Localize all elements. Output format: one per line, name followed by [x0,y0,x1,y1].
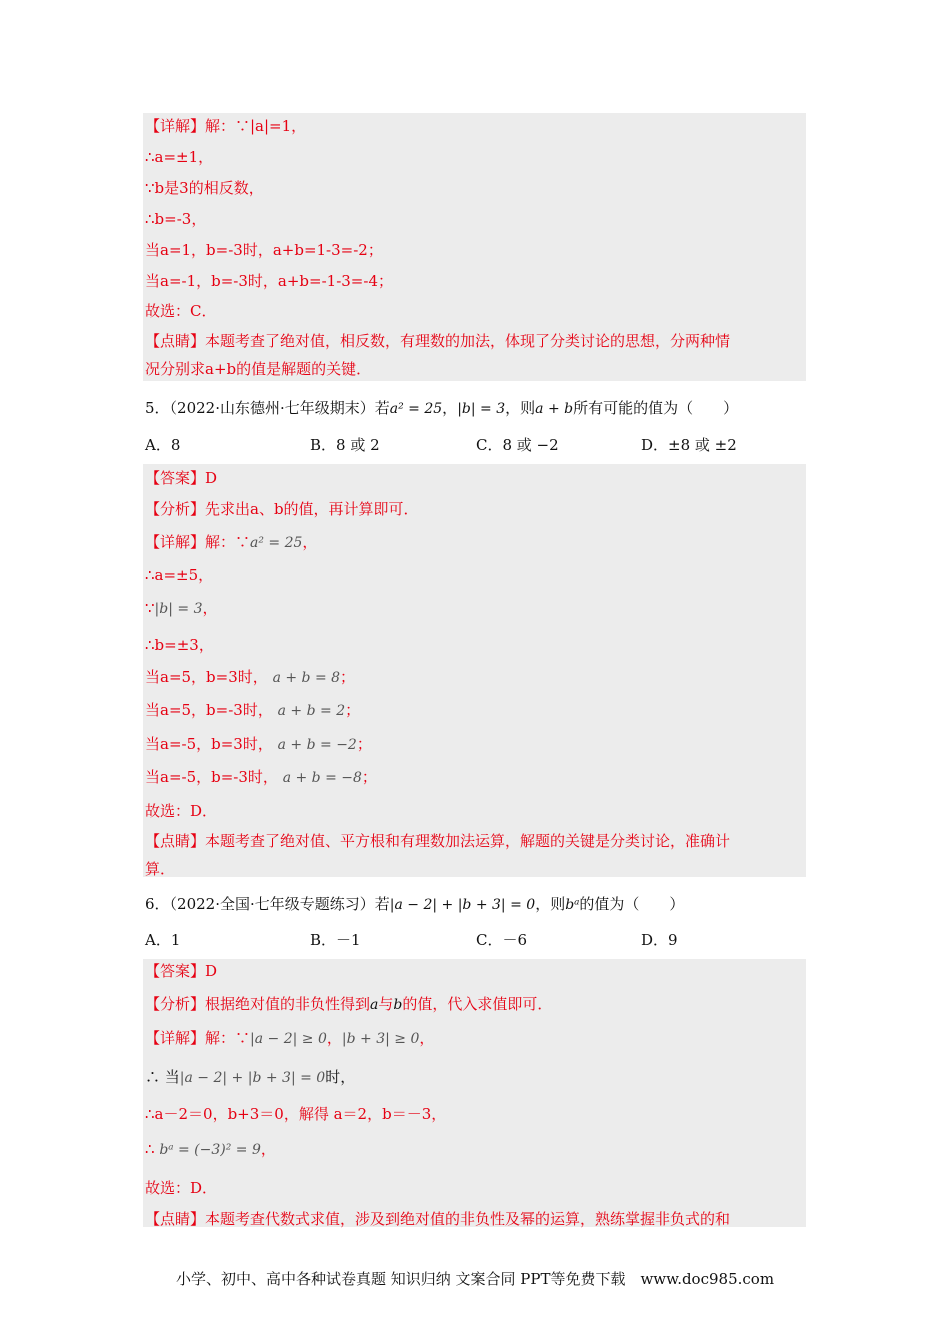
case-prefix: 当a=5，b=3时， [145,668,268,686]
detail-line [145,595,218,621]
q5-stem-mid: ，则 [505,399,536,417]
detail-line: ∴a=±1， [145,148,214,166]
detail-line [145,1025,434,1051]
answer-line: 【答案】D [145,469,218,487]
q6-stem-mid: ，则 [535,895,566,913]
q6-option-b: B．－1 [310,931,361,949]
case-semicolon: ； [356,735,372,753]
q5-option-a: A．8 [145,436,181,454]
analysis-var-a: a [370,997,379,1013]
case-math: a + b = −8 [282,770,362,786]
q6-math-condition: |a − 2| + |b + 3| = 0 [389,897,536,913]
l2-math: |a − 2| + |b + 3| = 0 [179,1070,326,1086]
comment-line: 况分别求a+b的值是解题的关键． [145,360,372,378]
comment-line: 【点睛】本题考查代数式求值，涉及到绝对值的非负性及幂的运算，熟练掌握非负式的和 [145,1210,731,1228]
q5-math-b: |b| = 3 [457,401,506,417]
analysis-suffix: 的值，代入求值即可． [402,995,553,1013]
q5-option-d: D．±8 或 ±2 [641,436,737,454]
case-prefix: 当a=-5，b=-3时， [145,768,278,786]
l3-suffix: ， [202,599,218,617]
detail-prefix: 【详解】解：∵ [145,533,251,551]
q6-stem-suffix: 的值为（ ） [579,895,685,913]
analysis-prefix: 【分析】根据绝对值的非负性得到 [145,995,371,1013]
question-5-stem [145,395,738,421]
page-footer: 小学、初中、高中各种试卷真题 知识归纳 文案合同 PPT等免费下载 www.doc985.com [175,1270,775,1288]
l4-prefix: ∴ [145,1140,155,1158]
q5-sep: ， [442,399,458,417]
detail-line: ∵b是3的相反数， [145,179,264,197]
case-semicolon: ； [340,668,356,686]
analysis-line: 【分析】先求出a、b的值，再计算即可． [145,500,419,518]
q5-math-aplusb: a + b [535,401,574,417]
detail-line [145,1064,355,1090]
choose-line: 故选：D． [145,1179,218,1197]
detail-math-2: |b + 3| ≥ 0 [341,1031,420,1047]
case-prefix: 当a=-5，b=3时， [145,735,273,753]
analysis-line [145,991,552,1017]
detail-line: 当a=-1，b=-3时，a+b=-1-3=-4； [145,272,393,290]
case-semicolon: ； [345,701,361,719]
q6-math-power: bᵃ [565,897,580,913]
case-semicolon: ； [361,768,377,786]
case-math: a + b = −2 [277,737,357,753]
choose-line: 故选：C． [145,302,217,320]
detail-line: ∴b=±3， [145,636,214,654]
case-line [145,764,377,790]
detail-prefix: 【详解】解：∵ [145,1029,251,1047]
q5-math-a2: a² = 25 [389,401,443,417]
q5-option-b: B．8 或 2 [310,436,380,454]
detail-line [145,529,317,555]
q5-stem-prefix: 5．（2022·山东德州·七年级期末）若 [145,399,390,417]
l4-math: bᵃ = (−3)² = 9 [159,1142,261,1158]
q5-option-c: C．8 或 −2 [476,436,559,454]
l3-math: |b| = 3 [154,601,203,617]
detail-line: ∴a－2＝0，b+3＝0，解得 a＝2，b＝－3， [145,1105,447,1123]
detail-line [145,1136,276,1162]
q6-option-a: A．1 [145,931,181,949]
detail-line: ∴a=±5， [145,566,214,584]
q6-option-d: D．9 [641,931,678,949]
answer-line: 【答案】D [145,962,218,980]
detail-line: 当a=1，b=-3时，a+b=1-3=-2； [145,241,383,259]
analysis-var-b: b [393,997,403,1013]
detail-suffix: ， [302,533,318,551]
detail-math-1: |a − 2| ≥ 0 [250,1031,327,1047]
case-line [145,697,360,723]
l2-suffix: 时， [325,1068,356,1086]
l3-prefix: ∵ [145,599,155,617]
case-prefix: 当a=5，b=-3时， [145,701,273,719]
case-math: a + b = 8 [272,670,341,686]
detail-comma: ， [326,1029,342,1047]
detail-line: ∴b=-3， [145,210,207,228]
detail-math: a² = 25 [250,535,303,551]
case-line [145,664,355,690]
question-6-stem [145,891,684,917]
comment-line: 【点睛】本题考查了绝对值、平方根和有理数加法运算，解题的关键是分类讨论，准确计 [145,832,731,850]
case-line [145,731,372,757]
comment-line: 算． [145,860,176,878]
detail-suffix: ， [419,1029,435,1047]
q6-option-c: C．－6 [476,931,528,949]
l4-suffix: ， [260,1140,276,1158]
analysis-and: 与 [378,995,394,1013]
q5-stem-suffix: 所有可能的值为（ ） [573,399,739,417]
q6-stem-prefix: 6．（2022·全国·七年级专题练习）若 [145,895,390,913]
detail-line: 【详解】解：∵|a|=1， [145,117,307,135]
l2-prefix: ∴ 当 [145,1068,180,1086]
case-math: a + b = 2 [277,703,346,719]
comment-line: 【点睛】本题考查了绝对值，相反数，有理数的加法，体现了分类讨论的思想，分两种情 [145,332,731,350]
choose-line: 故选：D． [145,802,218,820]
